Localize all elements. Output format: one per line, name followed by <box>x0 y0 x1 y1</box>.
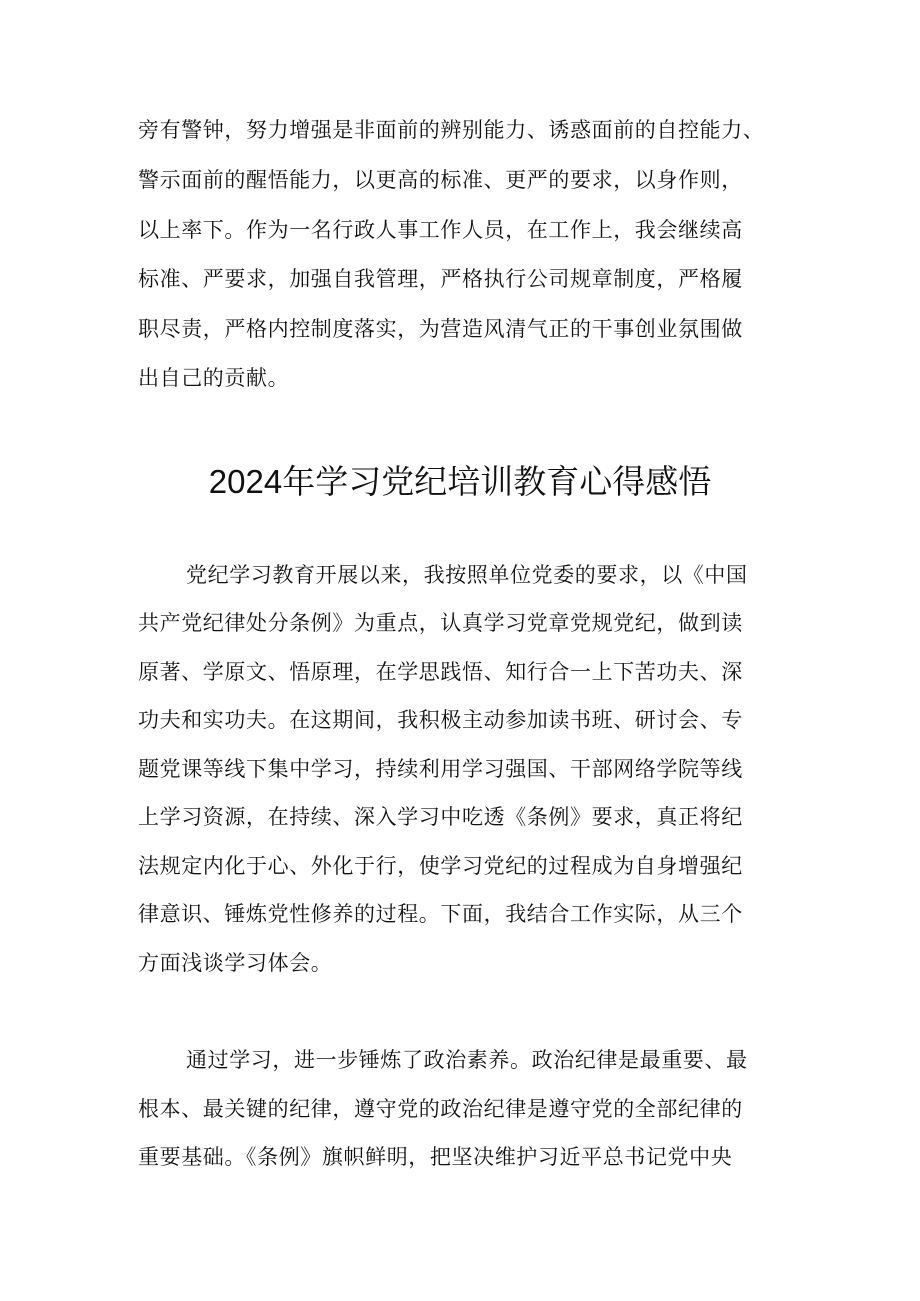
text-line: 警示面前的醒悟能力，以更高的标准、更严的要求，以身作则， <box>138 168 743 192</box>
text-line: 上学习资源，在持续、深入学习中吃透《条例》要求，真正将纪 <box>138 805 743 829</box>
text-line: 方面浅谈学习体会。 <box>138 951 333 975</box>
text-line: 功夫和实功夫。在这期间，我积极主动参加读书班、研讨会、专 <box>138 708 743 732</box>
text-line: 出自己的贡献。 <box>138 366 290 390</box>
text-line: 根本、最关键的纪律，遵守党的政治纪律是遵守党的全部纪律的 <box>138 1097 743 1121</box>
document-title: 2024年学习党纪培训教育心得感悟 <box>208 463 712 500</box>
text-line: 重要基础。《条例》旗帜鲜明，把坚决维护习近平总书记党中央 <box>138 1145 733 1169</box>
text-line: 以上率下。作为一名行政人事工作人员，在工作上，我会继续高 <box>138 218 743 242</box>
text-line: 题党课等线下集中学习，持续利用学习强国、干部网络学院等线 <box>138 757 743 781</box>
text-line: 原著、学原文、悟原理，在学思践悟、知行合一上下苦功夫、深 <box>138 660 743 684</box>
text-line: 法规定内化于心、外化于行，使学习党纪的过程成为自身增强纪 <box>138 854 743 878</box>
text-line: 职尽责，严格内控制度落实，为营造风清气正的干事创业氛围做 <box>138 317 743 341</box>
text-line: 旁有警钟，努力增强是非面前的辨别能力、诱惑面前的自控能力、 <box>138 118 765 142</box>
text-line: 共产党纪律处分条例》为重点，认真学习党章党规党纪，做到读 <box>138 611 743 635</box>
text-line: 通过学习，进一步锤炼了政治素养。政治纪律是最重要、最 <box>186 1048 748 1072</box>
text-line: 标准、严要求，加强自我管理，严格执行公司规章制度，严格履 <box>138 267 743 291</box>
text-line: 律意识、锤炼党性修养的过程。下面，我结合工作实际，从三个 <box>138 902 743 926</box>
text-line: 党纪学习教育开展以来，我按照单位党委的要求，以《中国 <box>186 563 748 587</box>
